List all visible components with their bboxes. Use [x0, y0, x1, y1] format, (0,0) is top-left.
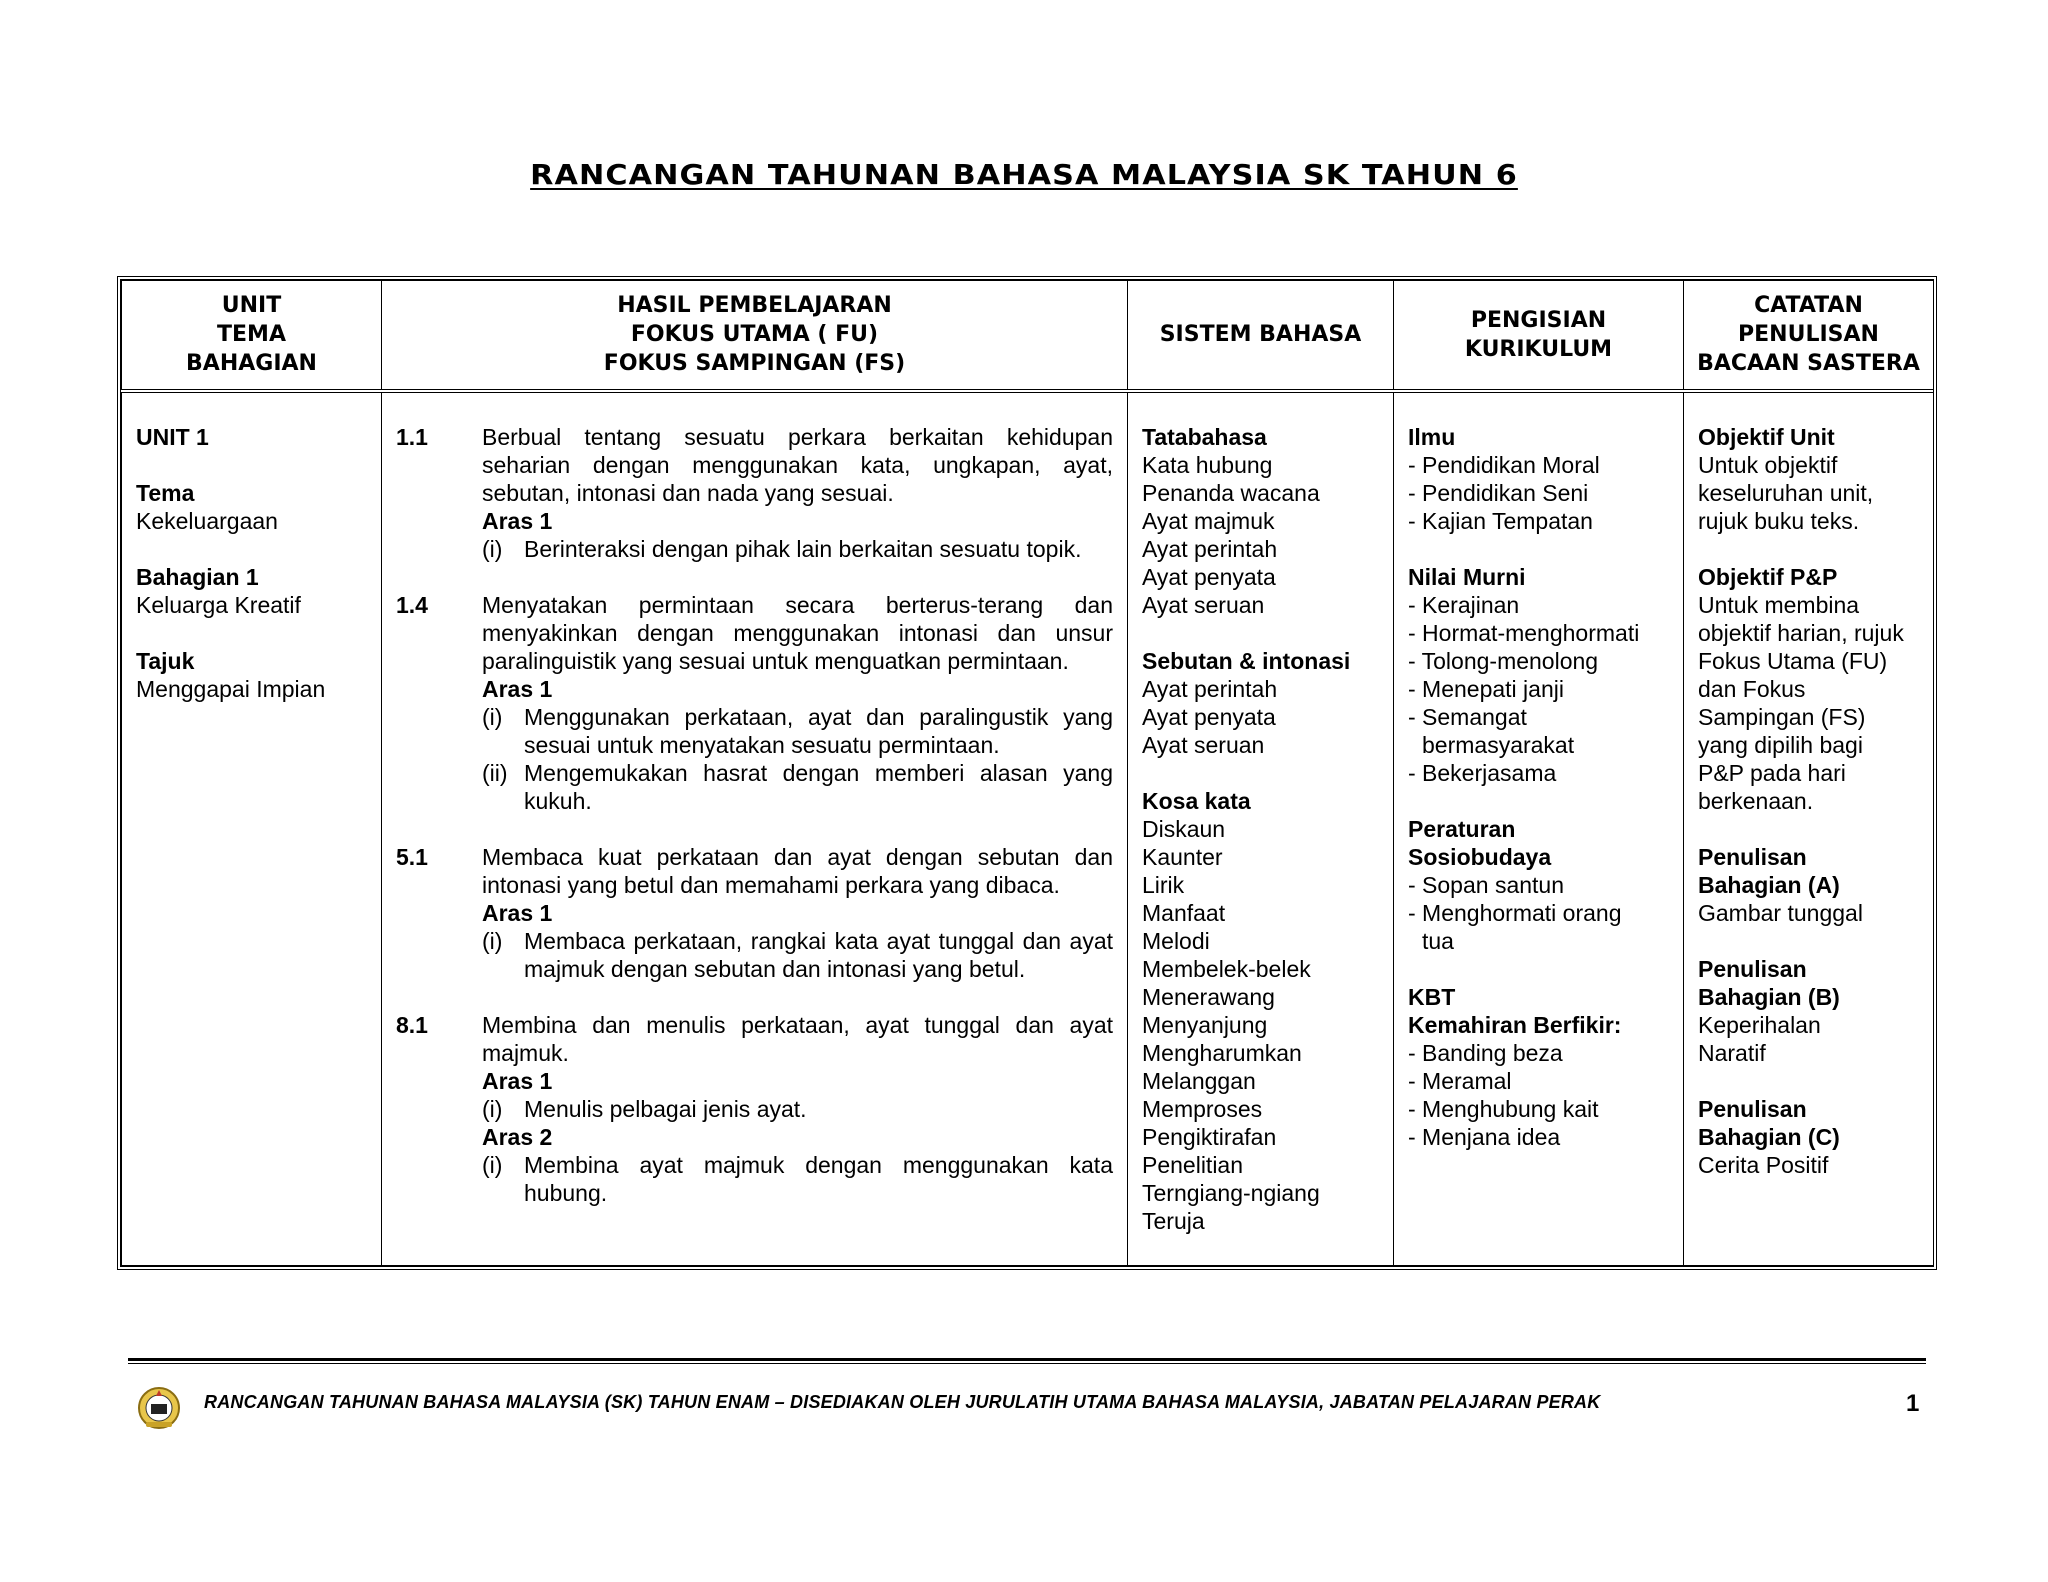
sistem-item: Melanggan: [1142, 1067, 1256, 1094]
catatan-heading: Objektif Unit: [1698, 423, 1835, 450]
sistem-item: Melodi: [1142, 927, 1210, 954]
aras-item-text: Menggunakan perkataan, ayat dan paralingustik yang sesuai untuk menyatakan sesuatu permintaan.: [524, 703, 1113, 758]
sistem-item: Kaunter: [1142, 843, 1223, 870]
tema-label: Tema: [136, 479, 195, 506]
pengisian-heading: KBT: [1408, 983, 1456, 1010]
catatan-item: yang dipilih bagi: [1698, 731, 1863, 758]
sistem-item: Pengiktirafan: [1142, 1123, 1277, 1150]
aras-item: [482, 759, 1113, 815]
pengisian-item: - Bekerjasama: [1408, 759, 1557, 786]
pengisian-item: - Sopan santun: [1408, 871, 1565, 898]
aras-item-text: Membaca perkataan, rangkai kata ayat tunggal dan ayat majmuk dengan sebutan dan intonasi yang betul.: [524, 927, 1113, 982]
sistem-item: Ayat perintah: [1142, 535, 1278, 562]
sistem-item: Menerawang: [1142, 983, 1275, 1010]
pengisian-item: - Menghubung kait: [1408, 1095, 1599, 1122]
sistem-item: Ayat perintah: [1142, 675, 1278, 702]
aras-item-number: (ii): [482, 759, 508, 786]
aras-label: Aras 1: [482, 1067, 553, 1094]
hasil-cell: [382, 391, 1128, 1266]
pengisian-item: - Meramal: [1408, 1067, 1512, 1094]
bahagian-value: Keluarga Kreatif: [136, 591, 301, 618]
aras-label: Aras 2: [482, 1123, 553, 1150]
catatan-item: Sampingan (FS): [1698, 703, 1866, 730]
catatan-item: Cerita Positif: [1698, 1151, 1829, 1178]
catatan-heading: Bahagian (B): [1698, 983, 1840, 1010]
aras-item-text: Mengemukakan hasrat dengan memberi alasan yang kukuh.: [524, 759, 1113, 814]
pengisian-item: - Banding beza: [1408, 1039, 1563, 1066]
hasil-body: [482, 423, 1113, 563]
unit-number: UNIT 1: [136, 423, 209, 450]
pengisian-heading: Ilmu: [1408, 423, 1456, 450]
sistem-item: Terngiang-ngiang: [1142, 1179, 1320, 1206]
tajuk-label: Tajuk: [136, 647, 195, 674]
aras-item-text: Berinteraksi dengan pihak lain berkaitan sesuatu topik.: [524, 535, 1082, 562]
pengisian-item: - Menepati janji: [1408, 675, 1564, 702]
pengisian-item: - Semangat: [1408, 703, 1527, 730]
header-unit: UNIT TEMA BAHAGIAN: [122, 281, 382, 391]
hasil-number: 1.1: [396, 423, 428, 450]
hasil-text: Menyatakan permintaan secara berterus-terang dan menyakinkan dengan menggunakan intonasi dan unsur paralinguistik yang sesuai untuk menguatkan permintaan.: [482, 591, 1113, 674]
sistem-item: Menyanjung: [1142, 1011, 1268, 1038]
catatan-heading: Bahagian (C): [1698, 1123, 1840, 1150]
aras-item-number: (i): [482, 703, 503, 730]
tajuk-value: Menggapai Impian: [136, 675, 326, 702]
hasil-body: [482, 843, 1113, 983]
catatan-item: P&P pada hari: [1698, 759, 1846, 786]
catatan-item: keseluruhan unit,: [1698, 479, 1874, 506]
sistem-item: Ayat penyata: [1142, 703, 1276, 730]
plan-table-frame: [117, 276, 1937, 1270]
sistem-cell: [1128, 391, 1394, 1266]
hasil-number: 5.1: [396, 843, 428, 870]
pengisian-heading: Nilai Murni: [1408, 563, 1526, 590]
sistem-item: Ayat majmuk: [1142, 507, 1275, 534]
sistem-heading: Tatabahasa: [1142, 423, 1267, 450]
page-title: RANCANGAN TAHUNAN BAHASA MALAYSIA SK TAHUN 6: [530, 158, 1518, 191]
aras-item: [482, 703, 1113, 759]
sistem-item: Penanda wacana: [1142, 479, 1320, 506]
pengisian-item: tua: [1422, 927, 1454, 954]
aras-label: Aras 1: [482, 507, 553, 534]
header-pengisian: PENGISIAN KURIKULUM: [1394, 281, 1684, 391]
bahagian-label: Bahagian 1: [136, 563, 259, 590]
aras-item: [482, 1095, 1113, 1123]
sistem-item: Teruja: [1142, 1207, 1205, 1234]
sistem-item: Ayat penyata: [1142, 563, 1276, 590]
plan-table: [121, 280, 1934, 1266]
sistem-item: Memproses: [1142, 1095, 1263, 1122]
catatan-item: Gambar tunggal: [1698, 899, 1863, 926]
catatan-item: Untuk objektif: [1698, 451, 1838, 478]
catatan-item: Keperihalan: [1698, 1011, 1821, 1038]
header-row: [122, 281, 1934, 391]
catatan-item: objektif harian, rujuk: [1698, 619, 1904, 646]
sistem-item: Diskaun: [1142, 815, 1226, 842]
catatan-cell: [1684, 391, 1934, 1266]
hasil-item: [396, 843, 1113, 983]
aras-item-text: Menulis pelbagai jenis ayat.: [524, 1095, 807, 1122]
pengisian-cell: [1394, 391, 1684, 1266]
pengisian-item: - Pendidikan Moral: [1408, 451, 1600, 478]
sistem-item: Lirik: [1142, 871, 1185, 898]
hasil-text: Membaca kuat perkataan dan ayat dengan sebutan dan intonasi yang betul dan memahami perkara yang dibaca.: [482, 843, 1113, 898]
content-row: [122, 391, 1934, 1266]
sistem-item: Manfaat: [1142, 899, 1226, 926]
hasil-text: Berbual tentang sesuatu perkara berkaitan kehidupan seharian dengan menggunakan kata, ungkapan, ayat, sebutan, intonasi dan nada yang sesuai.: [482, 423, 1113, 506]
aras-item-number: (i): [482, 927, 503, 954]
page-number: 1: [1906, 1390, 1920, 1417]
hasil-number: 8.1: [396, 1011, 428, 1038]
pengisian-item: - Menjana idea: [1408, 1123, 1561, 1150]
perak-crest-icon: [136, 1384, 182, 1430]
tema-value: Kekeluargaan: [136, 507, 278, 534]
header-hasil: HASIL PEMBELAJARAN FOKUS UTAMA ( FU) FOKUS SAMPINGAN (FS): [382, 281, 1128, 391]
sistem-item: Membelek-belek: [1142, 955, 1311, 982]
aras-item-text: Membina ayat majmuk dengan menggunakan kata hubung.: [524, 1151, 1113, 1206]
pengisian-item: - Pendidikan Seni: [1408, 479, 1589, 506]
catatan-item: Fokus Utama (FU): [1698, 647, 1888, 674]
pengisian-item: - Tolong-menolong: [1408, 647, 1599, 674]
aras-item-number: (i): [482, 1095, 503, 1122]
pengisian-heading: Peraturan: [1408, 815, 1516, 842]
hasil-number: 1.4: [396, 591, 428, 618]
hasil-item: [396, 1011, 1113, 1207]
pengisian-item: - Kajian Tempatan: [1408, 507, 1593, 534]
pengisian-item: bermasyarakat: [1422, 731, 1575, 758]
sistem-item: Ayat seruan: [1142, 591, 1265, 618]
pengisian-item: - Menghormati orang: [1408, 899, 1622, 926]
pengisian-item: - Hormat-menghormati: [1408, 619, 1640, 646]
catatan-heading: Penulisan: [1698, 955, 1807, 982]
sistem-item: Penelitian: [1142, 1151, 1244, 1178]
hasil-text: Membina dan menulis perkataan, ayat tunggal dan ayat majmuk.: [482, 1011, 1113, 1066]
aras-item-number: (i): [482, 535, 503, 562]
header-catatan: CATATAN PENULISAN BACAAN SASTERA: [1684, 281, 1934, 391]
hasil-body: [482, 1011, 1113, 1207]
catatan-item: Untuk membina: [1698, 591, 1860, 618]
aras-item: [482, 535, 1113, 563]
catatan-item: Naratif: [1698, 1039, 1766, 1066]
sistem-item: Kata hubung: [1142, 451, 1273, 478]
hasil-item: [396, 591, 1113, 815]
pengisian-heading: Kemahiran Berfikir:: [1408, 1011, 1622, 1038]
unit-cell: [122, 391, 382, 1266]
sistem-heading: Kosa kata: [1142, 787, 1251, 814]
pengisian-item: - Kerajinan: [1408, 591, 1520, 618]
pengisian-heading: Sosiobudaya: [1408, 843, 1552, 870]
footer-rule: [128, 1358, 1926, 1364]
catatan-item: berkenaan.: [1698, 787, 1814, 814]
aras-item: [482, 927, 1113, 983]
sistem-item: Ayat seruan: [1142, 731, 1265, 758]
sistem-heading: Sebutan & intonasi: [1142, 647, 1351, 674]
catatan-heading: Penulisan: [1698, 843, 1807, 870]
aras-label: Aras 1: [482, 899, 553, 926]
catatan-item: dan Fokus: [1698, 675, 1806, 702]
aras-label: Aras 1: [482, 675, 553, 702]
footer-text: RANCANGAN TAHUNAN BAHASA MALAYSIA (SK) TAHUN ENAM – DISEDIAKAN OLEH JURULATIH UTAMA BAHASA MALAYSIA, JABATAN PELAJARAN PERAK: [204, 1392, 1601, 1412]
catatan-heading: Penulisan: [1698, 1095, 1807, 1122]
hasil-body: [482, 591, 1113, 815]
catatan-heading: Objektif P&P: [1698, 563, 1838, 590]
catatan-heading: Bahagian (A): [1698, 871, 1840, 898]
aras-item: [482, 1151, 1113, 1207]
aras-item-number: (i): [482, 1151, 503, 1178]
hasil-item: [396, 423, 1113, 563]
header-sistem: SISTEM BAHASA: [1128, 281, 1394, 391]
catatan-item: rujuk buku teks.: [1698, 507, 1860, 534]
sistem-item: Mengharumkan: [1142, 1039, 1302, 1066]
